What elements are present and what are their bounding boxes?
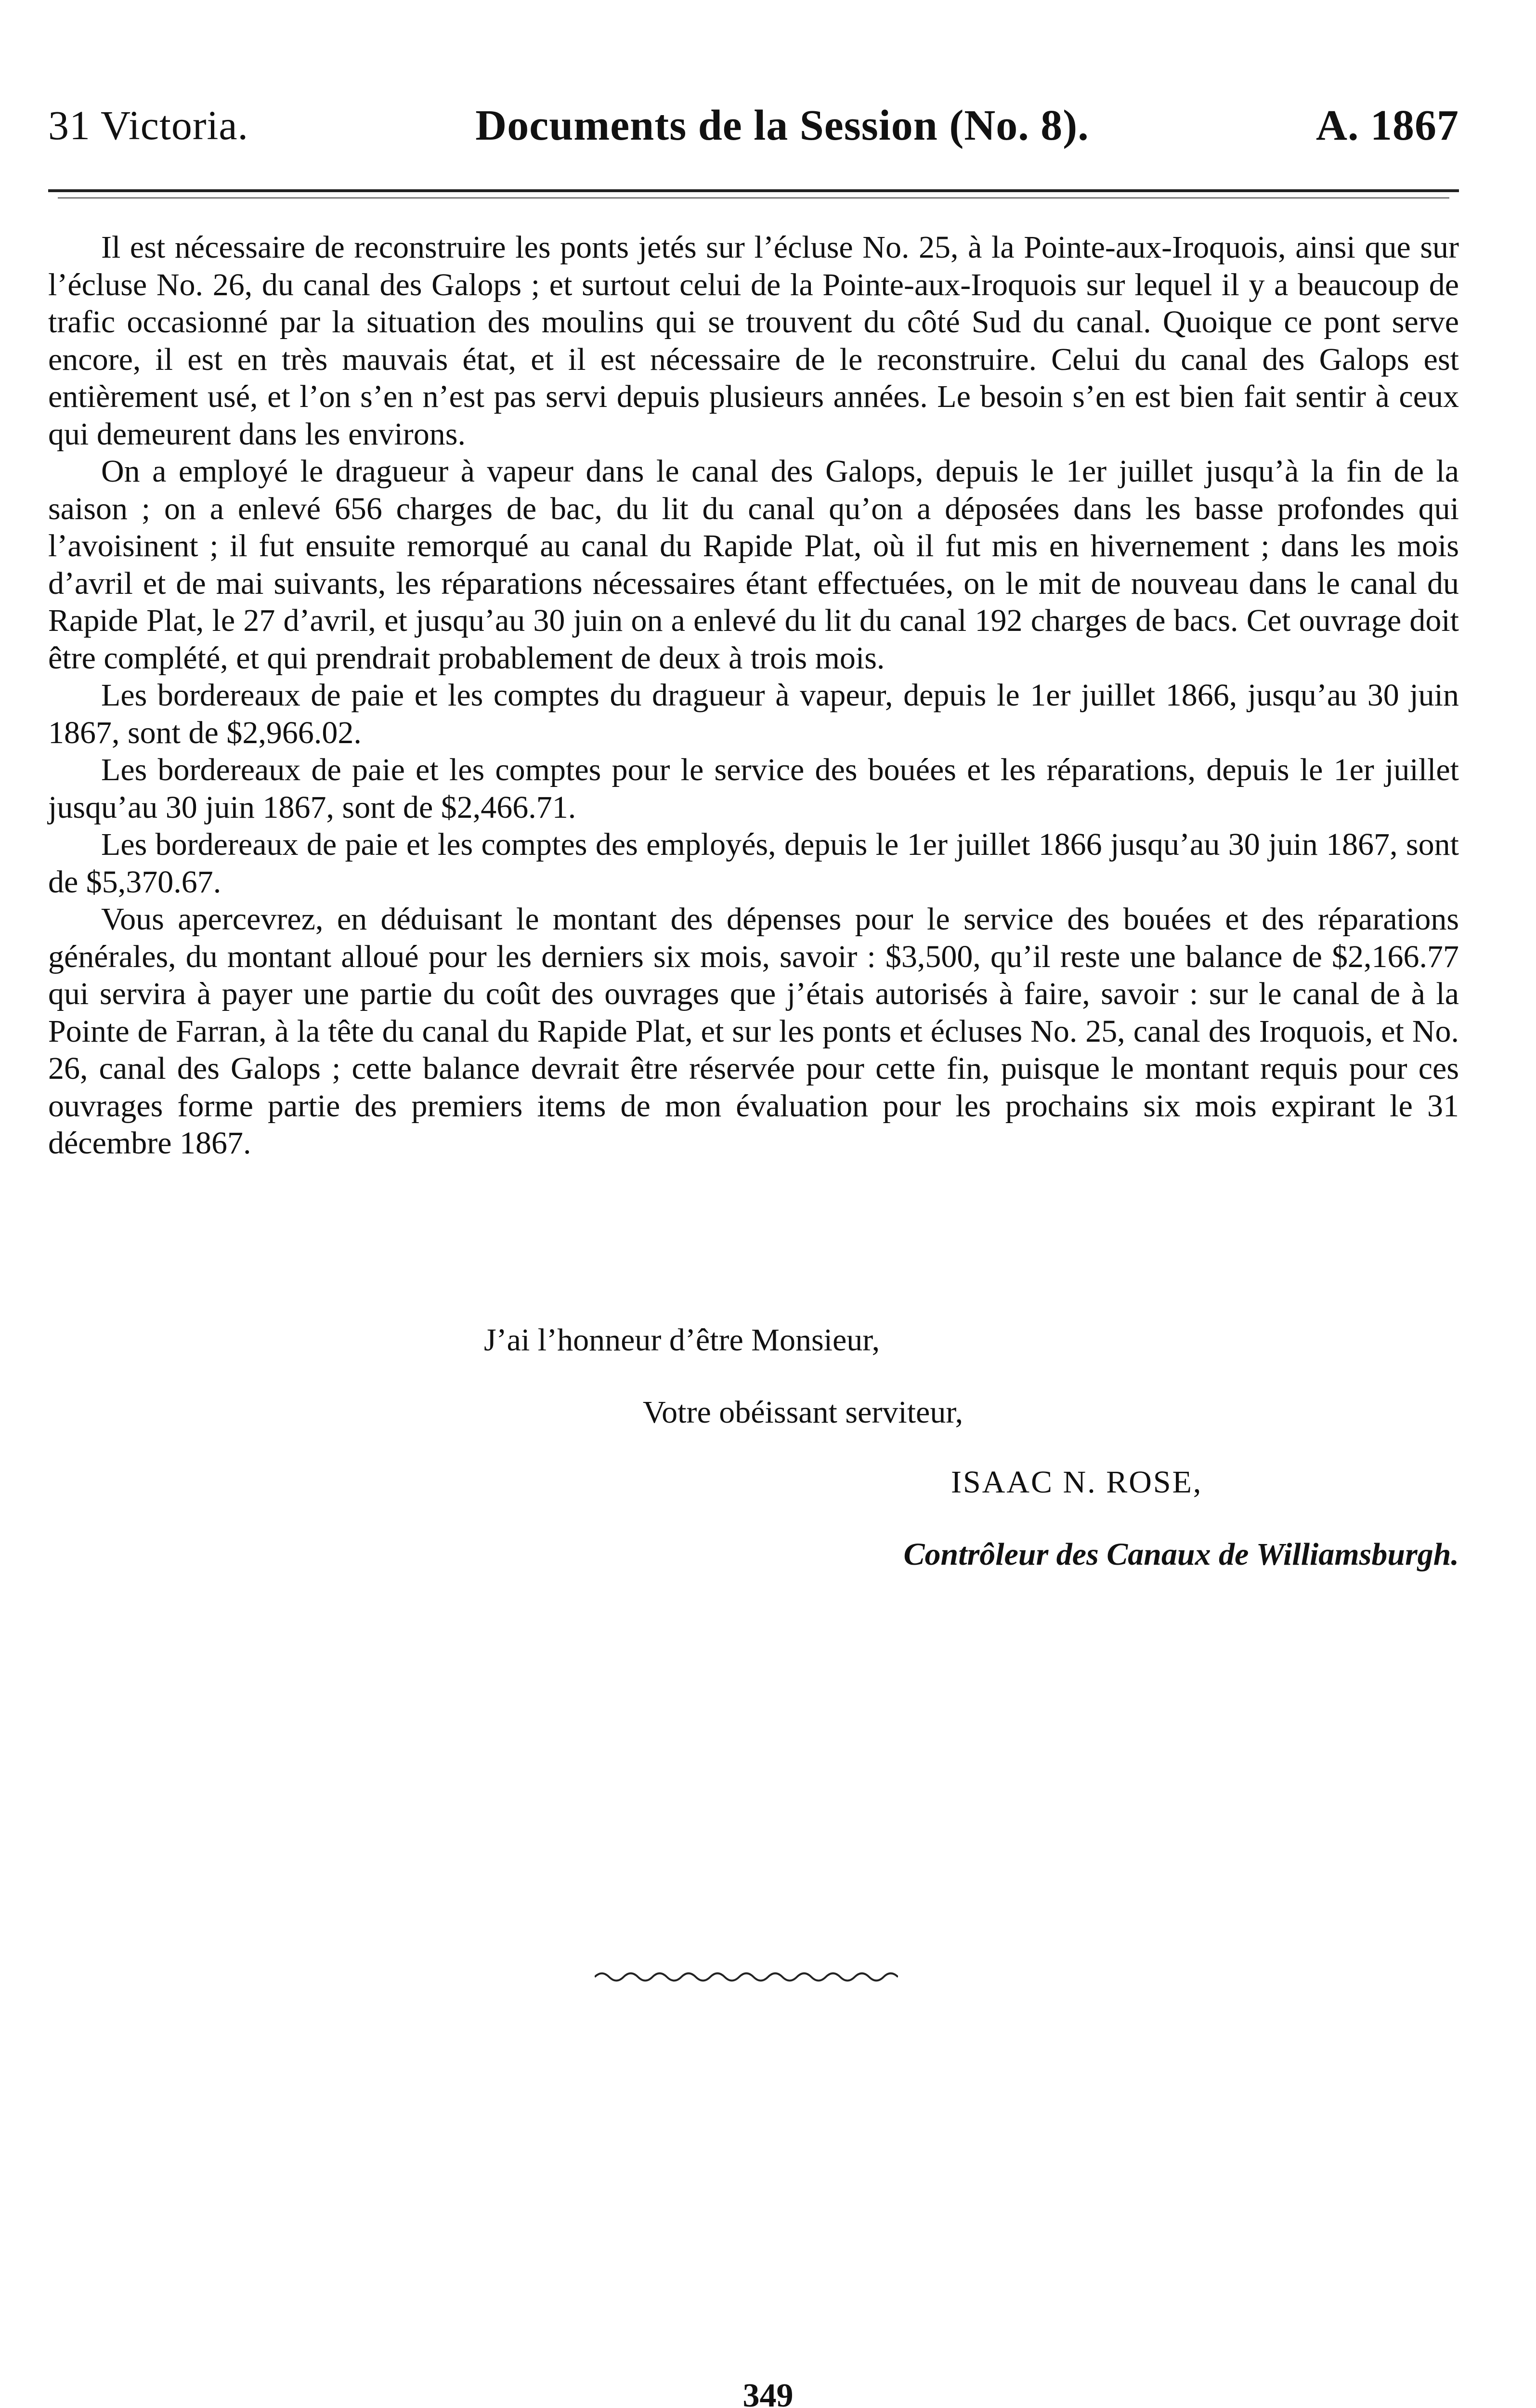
page-number: 349 (742, 2377, 794, 2408)
paragraph: Les bordereaux de paie et les comptes pour le service des bouées et les réparations, depuis le 1er juillet jusqu’au 30 juin 1867, sont de $2,466.71. (48, 752, 1459, 825)
running-header (48, 89, 1459, 161)
header-volume: 31 Victoria. (48, 102, 249, 148)
paragraph: Les bordereaux de paie et les comptes des employés, depuis le 1er juillet 1866 jusqu’au 30 juin 1867, sont de $5,370.67. (48, 827, 1459, 900)
header-rule-thin (58, 197, 1449, 198)
header-year: A. 1867 (1315, 101, 1459, 149)
paragraph: Vous apercevrez, en déduisant le montant des dépenses pour le service des bouées et des réparations générales, du montant alloué pour les derniers six mois, savoir : $3,500, qu’il reste une balance de $2,166.77 qui servira à payer une partie du coût des ouvrages que j’étais autorisés à faire, savoir : sur le canal de à la Pointe de Farran, à la tête du canal du Rapide Plat, et sur les ponts et écluses No. 25, canal des Iroquois, et No. 26, canal des Galops ; cette balance devrait être réservée pour cette fin, puisque le montant requis pour ces ouvrages forme partie des premiers items de mon évaluation pour les prochains six mois expirant le 31 décembre 1867. (48, 902, 1459, 1161)
header-title: Documents de la Session (No. 8). (475, 101, 1089, 149)
header-rule (48, 189, 1459, 192)
paragraph: Il est nécessaire de reconstruire les ponts jetés sur l’écluse No. 25, à la Pointe-aux-Iroquois, ainsi que sur l’écluse No. 26, du canal des Galops ; et surtout celui de la Pointe-aux-Iroquois sur lequel il y a beaucoup de trafic occasionné par la situation des moulins qui se trouvent du côté Sud du canal. Quoique ce pont serve encore, il est en très mauvais état, et il est nécessaire de le reconstruire. Celui du canal des Galops est entièrement usé, et l’on s’en n’est pas servi depuis plusieurs années. Le besoin s’en est bien fait sentir à ceux qui demeurent dans les environs. (48, 230, 1459, 452)
salutation: J’ai l’honneur d’être Monsieur, (484, 1322, 880, 1358)
paragraph: Les bordereaux de paie et les comptes du dragueur à vapeur, depuis le 1er juillet 1866, jusqu’au 30 juin 1867, sont de $2,966.02. (48, 678, 1459, 750)
paragraph: On a employé le dragueur à vapeur dans le canal des Galops, depuis le 1er juillet jusqu’à la fin de la saison ; on a enlevé 656 charges de bac, du lit du canal qu’on a déposées dans les basse profondes qui l’avoisinent ; il fut ensuite remorqué au canal du Rapide Plat, où il fut mis en hivernement ; dans les mois d’avril et de mai suivants, les réparations nécessaires étant effectuées, on le mit de nouveau dans le canal du Rapide Plat, le 27 d’avril, et jusqu’au 30 juin on a enlevé du lit du canal 192 charges de bacs. Cet ouvrage doit être complété, et qui prendrait probablement de deux à trois mois. (48, 454, 1459, 676)
signature-name: ISAAC N. ROSE, (951, 1465, 1203, 1500)
signature-title: Contrôleur des Canaux de Williamsburgh. (903, 1537, 1459, 1572)
body-text (48, 229, 1459, 1162)
valediction: Votre obéissant serviteur, (643, 1395, 963, 1430)
wavy-ornament (595, 1967, 898, 1987)
